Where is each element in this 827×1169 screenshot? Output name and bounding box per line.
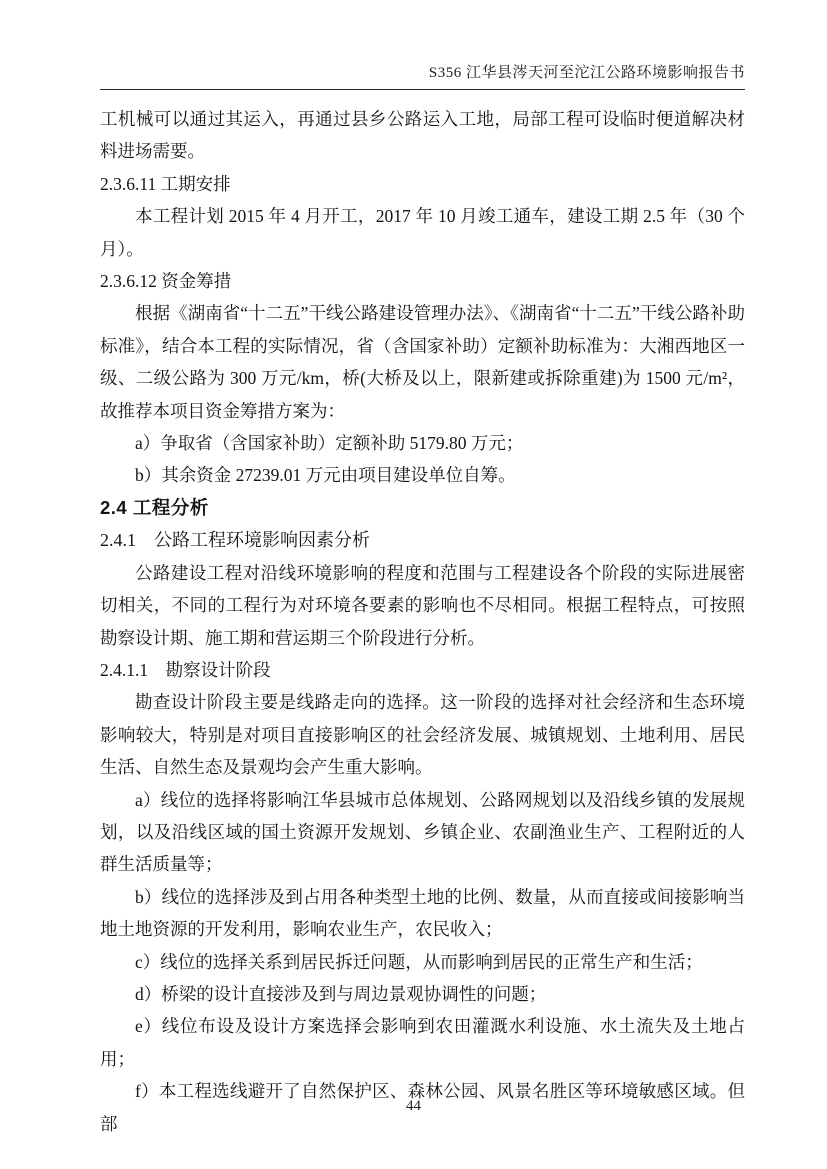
paragraph: 本工程计划 2015 年 4 月开工，2017 年 10 月竣工通车，建设工期 2.5 年（30 个月）。 (100, 206, 745, 259)
paragraph: 公路建设工程对沿线环境影响的程度和范围与工程建设各个阶段的实际进展密切相关，不同的工程行为对环境各要素的影响也不尽相同。根据工程特点，可按照勘察设计期、施工期和营运期三个阶段进行分析。 (100, 562, 745, 648)
subsection-heading: 2.3.6.12 资金筹措 (100, 271, 232, 292)
header-rule (100, 89, 745, 90)
document-body (100, 103, 745, 1140)
paragraph: e）线位布设及设计方案选择会影响到农田灌溉水利设施、水土流失及土地占用； (100, 1016, 745, 1069)
paragraph: 勘查设计阶段主要是线路走向的选择。这一阶段的选择对社会经济和生态环境影响较大，特别是对项目直接影响区的社会经济发展、城镇规划、土地利用、居民生活、自然生态及景观均会产生重大影响。 (100, 692, 745, 778)
paragraph: d）桥梁的设计直接涉及到与周边景观协调性的问题； (135, 983, 547, 1004)
subsection-heading: 2.4.1.1 勘察设计阶段 (100, 659, 271, 680)
paragraph: c）线位的选择关系到居民拆迁问题，从而影响到居民的正常生产和生活； (135, 951, 703, 972)
page-number: 44 (406, 1098, 421, 1114)
section-heading: 2.4 工程分析 (100, 496, 209, 518)
running-header-title: S356 江华县涔天河至沱江公路环境影响报告书 (428, 65, 745, 81)
paragraph: b）线位的选择涉及到占用各种类型土地的比例、数量，从而直接或间接影响当地土地资源的开发利用，影响农业生产，农民收入； (100, 886, 745, 940)
paragraph: f）本工程选线避开了自然保护区、森林公园、风景名胜区等环境敏感区域。但部 (100, 1081, 745, 1134)
paragraph: a）争取省（含国家补助）定额补助 5179.80 万元； (135, 433, 524, 454)
paragraph: a）线位的选择将影响江华县城市总体规划、公路网规划以及沿线乡镇的发展规划，以及沿线区域的国土资源开发规划、乡镇企业、农副渔业生产、工程附近的人群生活质量等； (100, 789, 745, 875)
paragraph: b）其余资金 27239.01 万元由项目建设单位自筹。 (135, 465, 516, 486)
paragraph: 根据《湖南省“十二五”干线公路建设管理办法》、《湖南省“十二五”干线公路补助标准》，结合本工程的实际情况，省（含国家补助）定额补助标准为：大湘西地区一级、二级公路为 300 万元/km，桥(大桥及以上，限新建或拆除重建)为 1500 元/m²，故推荐本项目资金筹措方案为： (100, 303, 745, 421)
subsection-heading: 2.3.6.11 工期安排 (100, 173, 231, 194)
paragraph: 工机械可以通过其运入，再通过县乡公路运入工地，局部工程可设临时便道解决材料进场需要。 (100, 109, 745, 162)
subsection-heading: 2.4.1 公路工程环境影响因素分析 (100, 530, 370, 551)
